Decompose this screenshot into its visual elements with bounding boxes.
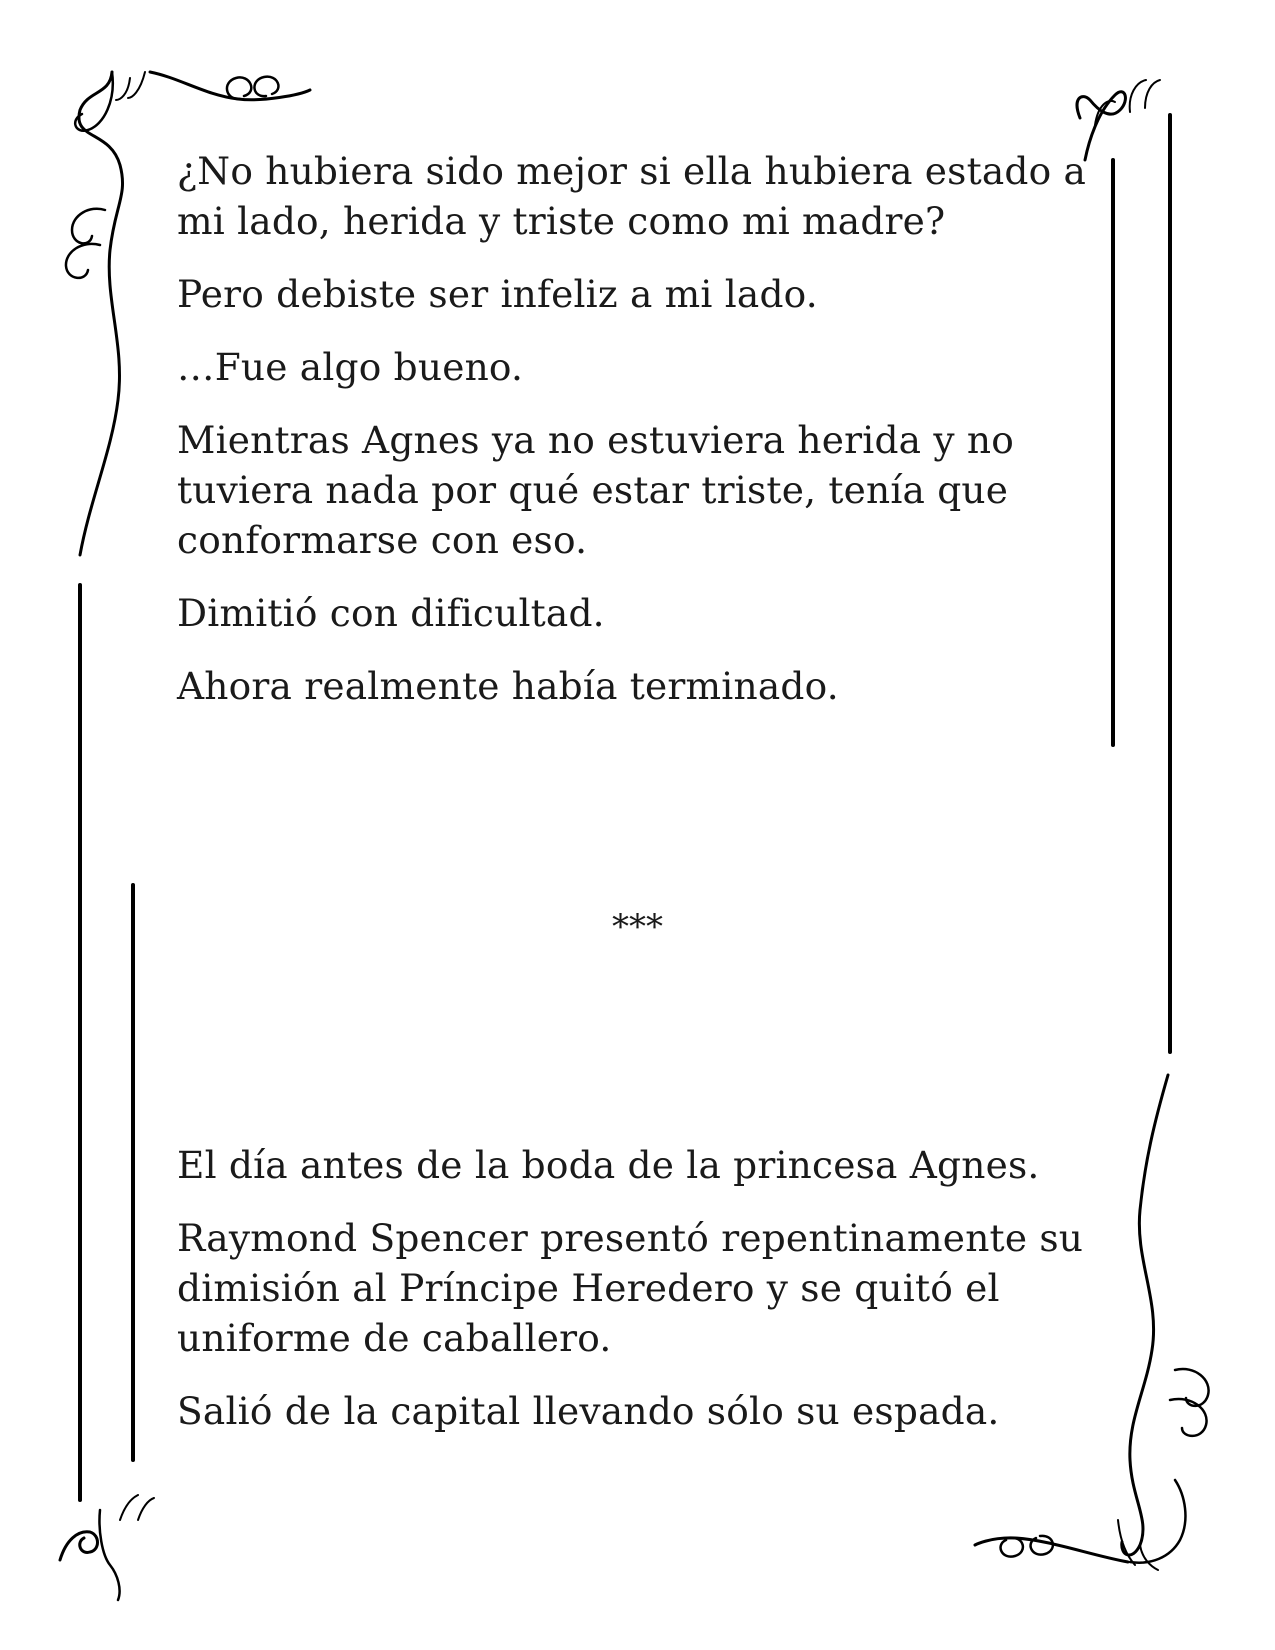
text-section-two	[177, 1140, 1097, 1459]
paragraph: El día antes de la boda de la princesa Agnes.	[177, 1143, 1040, 1187]
paragraph: Dimitió con dificultad.	[177, 591, 605, 635]
paragraph: …Fue algo bueno.	[177, 345, 524, 389]
paragraph: Salió de la capital llevando sólo su espada.	[177, 1389, 1000, 1433]
paragraph: ¿No hubiera sido mejor si ella hubiera estado a mi lado, herida y triste como mi madre?	[177, 149, 1087, 243]
section-separator: ***	[612, 907, 663, 947]
paragraph: Mientras Agnes ya no estuviera herida y no tuviera nada por qué estar triste, tenía que conformarse con eso.	[177, 418, 1014, 562]
paragraph: Pero debiste ser infeliz a mi lado.	[177, 272, 818, 316]
bottom-left-flourish	[60, 1495, 154, 1600]
text-section-one	[177, 146, 1097, 734]
paragraph: Raymond Spencer presentó repentinamente su dimisión al Príncipe Heredero y se quitó el uniforme de caballero.	[177, 1216, 1084, 1360]
paragraph: Ahora realmente había terminado.	[177, 664, 839, 708]
